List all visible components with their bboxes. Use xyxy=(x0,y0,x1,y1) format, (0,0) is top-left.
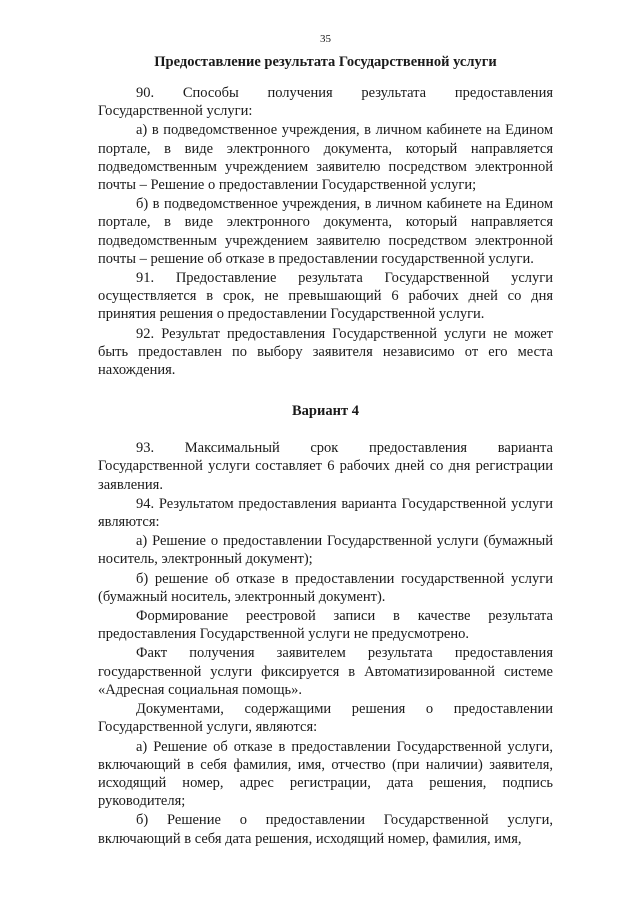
paragraph-94-a: а) Решение о предоставлении Государственной услуги (бумажный носитель, электронный документ); xyxy=(98,533,553,568)
paragraph-90: 90. Способы получения результата предоставления Государственной услуги: xyxy=(98,85,553,120)
paragraph-94-b: б) решение об отказе в предоставлении государственной услуги (бумажный носитель, электронный документ). xyxy=(98,570,553,605)
paragraph-decision-a: а) Решение об отказе в предоставлении Государственной услуги, включающий в себя фамилия, имя, отчество (при наличии) заявителя, исходящий номер, адрес регистрации, дата решения, подпись руководителя; xyxy=(98,738,553,810)
page-number: 35 xyxy=(320,33,331,45)
paragraph-93: 93. Максимальный срок предоставления варианта Государственной услуги составляет 6 рабочих дней со дня регистрации заявления. xyxy=(98,440,553,493)
paragraph-94: 94. Результатом предоставления варианта Государственной услуги являются: xyxy=(98,495,553,531)
section-title-variant-4: Вариант 4 xyxy=(292,403,359,420)
paragraph-92: 92. Результат предоставления Государственной услуги не может быть предоставлен по выбору заявителя независимо от его места нахождения. xyxy=(98,325,553,379)
page-content xyxy=(98,32,553,849)
paragraph-91: 91. Предоставление результата Государственной услуги осуществляется в срок, не превышающий 6 рабочих дней со дня принятия решения о предоставлении Государственной услуги. xyxy=(98,270,553,323)
paragraph-90-a: а) в подведомственное учреждения, в личном кабинете на Едином портале, в виде электронного документа, который направляется подведомственным учреждением заявителю посредством электронной почты – Решение о предоставлении Государственной услуги; xyxy=(98,122,553,194)
paragraph-90-b: б) в подведомственное учреждения, в личном кабинете на Едином портале, в виде электронного документа, который направляется подведомственным учреждением заявителю посредством электронной почты – решение об отказе в предоставлении государственной услуги. xyxy=(98,196,553,267)
paragraph-decision-documents: Документами, содержащими решения о предоставлении Государственной услуги, являются: xyxy=(98,701,553,736)
paragraph-decision-b: б) Решение о предоставлении Государственной услуги, включающий в себя дата решения, исходящий номер, фамилия, имя, xyxy=(98,812,553,847)
section-title-result: Предоставление результата Государственной услуги xyxy=(154,54,497,70)
paragraph-fact-of-receipt: Факт получения заявителем результата предоставления государственной услуги фиксируется в Автоматизированной системе «Адресная социальная помощь». xyxy=(98,645,553,698)
paragraph-registry-record: Формирование реестровой записи в качестве результата предоставления Государственной услуги не предусмотрено. xyxy=(98,608,553,643)
